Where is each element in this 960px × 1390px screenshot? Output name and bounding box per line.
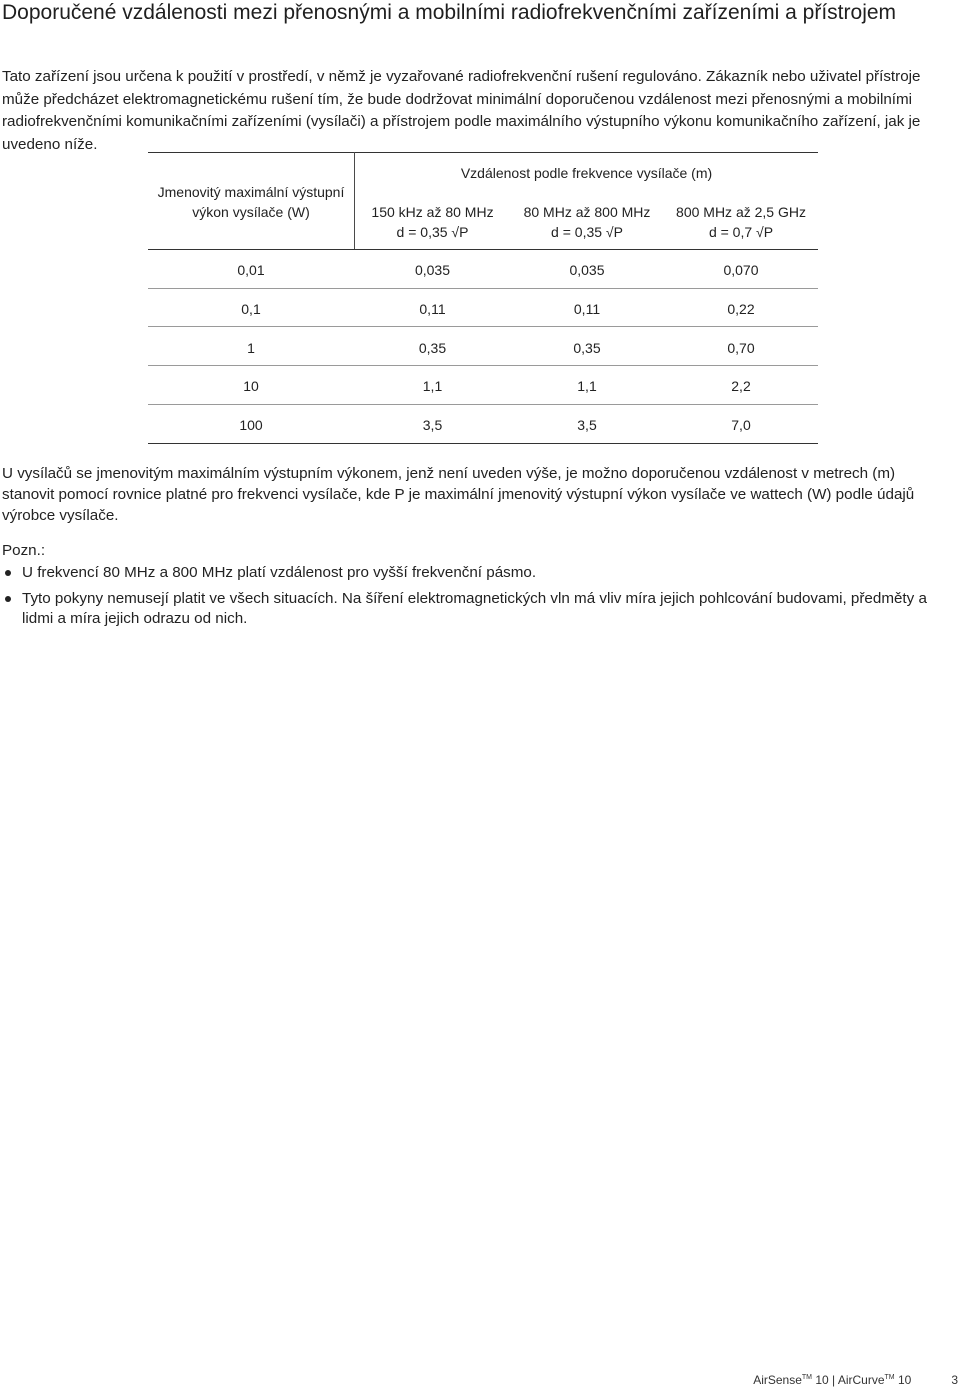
group-header: Vzdálenost podle frekvence vysílače (m) (460, 165, 713, 181)
row-header-line2: výkon vysílače (W) (192, 204, 310, 220)
header-bottom-border (148, 249, 818, 250)
table-cell: 0,1 (241, 301, 261, 317)
page-footer (753, 1371, 958, 1387)
column-header-1-range: 150 kHz až 80 MHz (371, 204, 494, 220)
column-header-1-formula: d = 0,35 √P (396, 224, 469, 240)
table-top-border (148, 152, 818, 153)
list-item (2, 589, 942, 630)
row-header (148, 182, 354, 222)
table-cell: 1 (247, 340, 255, 356)
footer-number-2: 10 (894, 1373, 912, 1387)
table-cell: 1,1 (422, 378, 443, 394)
row-divider (148, 288, 818, 289)
page-title: Doporučené vzdálenosti mezi přenosnými a mobilními radiofrekvenčními zařízeními a přístrojem (2, 1, 897, 24)
row-divider (148, 365, 818, 366)
footer-product-1: AirSense (753, 1373, 802, 1387)
bullet-icon (5, 596, 11, 602)
footer-product-2: AirCurve (837, 1373, 885, 1387)
column-header-2-range: 80 MHz až 800 MHz (523, 204, 651, 220)
after-table-paragraph: U vysílačů se jmenovitým maximálním výstupním výkonem, jenž není uveden výše, je možno doporučenou vzdálenost v metrech (m) stanovit pomocí rovnice platné pro frekvenci vysílače, kde P je maximální jmenovitý výstupní výkon vysílače ve wattech (W) podle údajů výrobce vysílače. (2, 465, 915, 524)
row-divider (148, 326, 818, 327)
column-header-2-formula: d = 0,35 √P (551, 224, 623, 240)
table-cell: 0,035 (569, 262, 605, 278)
table-cell: 3,5 (422, 417, 443, 433)
table-bottom-border (148, 443, 818, 444)
column-header-3 (664, 202, 818, 242)
column-header-3-formula: d = 0,7 √P (708, 224, 774, 240)
table-cell: 0,70 (727, 340, 755, 356)
table-cell: 0,070 (723, 262, 759, 278)
table-cell: 0,22 (727, 301, 755, 317)
column-header-3-range: 800 MHz až 2,5 GHz (676, 204, 806, 220)
table-cell: 0,35 (573, 340, 601, 356)
table-cell: 0,035 (414, 262, 451, 278)
table-cell: 10 (243, 378, 259, 394)
footer-number-1: 10 | (812, 1373, 838, 1387)
notes-list (2, 563, 942, 635)
table-cell: 0,01 (237, 262, 265, 278)
table-cell: 7,0 (731, 417, 751, 433)
table-cell: 0,11 (573, 301, 601, 317)
table-cell: 1,1 (577, 378, 597, 394)
table-cell: 2,2 (731, 378, 751, 394)
note-text: U frekvencí 80 MHz a 800 MHz platí vzdálenost pro vyšší frekvenční pásmo. (22, 564, 537, 581)
note-label: Pozn.: (2, 542, 46, 559)
row-header-line1: Jmenovitý maximální výstupní (157, 184, 345, 200)
bullet-icon (5, 570, 11, 576)
table-cell: 3,5 (577, 417, 597, 433)
intro-paragraph: Tato zařízení jsou určena k použití v prostředí, v němž je vyzařované radiofrekvenční rušení regulováno. Zákazník nebo uživatel přístroje může předcházet elektromagnetickému rušení tím, že bude dodržovat minimální doporučenou vzdálenost mezi přenosnými a mobilními radiofrekvenčními komunikačními zařízeními (vysílači) a přístrojem podle maximálního výstupního výkonu komunikačního zařízení, jak je uvedeno níže. (2, 68, 921, 153)
trademark-1: TM (801, 1374, 813, 1381)
column-header-2 (510, 202, 664, 242)
list-item (2, 563, 942, 584)
trademark-2: TM (884, 1374, 895, 1381)
page-number: 3 (951, 1373, 958, 1387)
row-divider (148, 404, 818, 405)
note-text: Tyto pokyny nemusejí platit ve všech situacích. Na šíření elektromagnetických vln má vliv míra jejich pohlcování budovami, předměty a lidmi a míra jejich odrazu od nich. (22, 589, 927, 627)
table-cell: 0,11 (419, 301, 446, 317)
column-header-1 (355, 202, 510, 242)
table-cell: 100 (239, 417, 263, 433)
table-cell: 0,35 (418, 340, 447, 356)
